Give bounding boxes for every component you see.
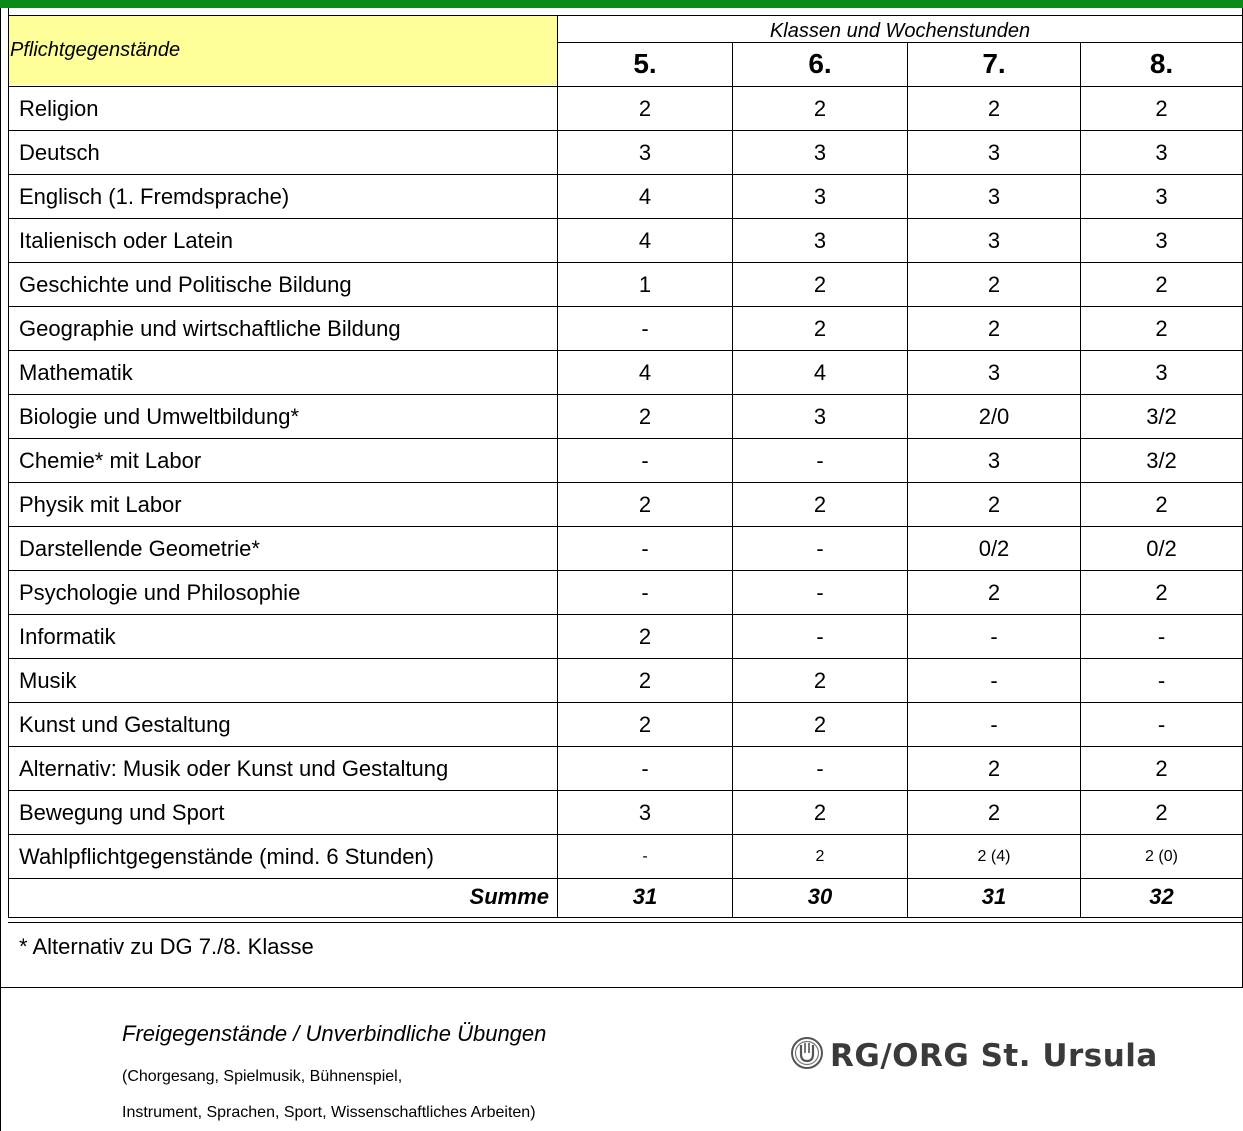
school-name: RG/ORG St. Ursula xyxy=(830,1037,1158,1074)
hours-cell: 0/2 xyxy=(1146,536,1177,561)
hours-cell: 2 xyxy=(815,848,825,865)
hours-cell: 2 xyxy=(638,668,652,693)
row-divider xyxy=(8,482,1243,483)
subject-name: Bewegung und Sport xyxy=(19,800,225,825)
hours-cell: 3 xyxy=(1155,184,1168,209)
hours-cell: 2 (4) xyxy=(977,848,1011,865)
hours-cell: - xyxy=(816,536,824,561)
footnote-divider xyxy=(0,987,1243,988)
footnote: * Alternativ zu DG 7./8. Klasse xyxy=(19,934,314,959)
grade-5-heading: 5. xyxy=(633,48,657,79)
hours-cell: 2 xyxy=(813,96,827,121)
subject-name: Kunst und Gestaltung xyxy=(19,712,231,737)
hours-cell: 2 xyxy=(1155,800,1168,825)
summary-value-8: 32 xyxy=(1149,884,1174,909)
hours-cell: 3 xyxy=(987,184,1001,209)
row-divider xyxy=(8,834,1243,835)
hours-cell: 2 xyxy=(638,624,652,649)
row-divider xyxy=(8,702,1243,703)
subject-name: Alternativ: Musik oder Kunst und Gestaltung xyxy=(19,756,449,781)
row-divider xyxy=(8,262,1243,263)
hours-cell: - xyxy=(641,536,649,561)
row-divider xyxy=(8,614,1243,615)
classes-heading: Klassen und Wochenstunden xyxy=(769,19,1031,42)
hours-cell: 3 xyxy=(813,184,827,209)
row-divider xyxy=(8,350,1243,351)
hours-cell: 2 xyxy=(987,756,1001,781)
hours-cell: - xyxy=(642,848,648,865)
grade-column-divider xyxy=(1080,42,1081,918)
hours-cell: 2 xyxy=(987,96,1001,121)
row-divider xyxy=(8,746,1243,747)
subject-name: Geschichte und Politische Bildung xyxy=(19,272,352,297)
row-divider xyxy=(8,130,1243,131)
summary-label: Summe xyxy=(469,884,549,909)
hours-cell: 0/2 xyxy=(978,536,1010,561)
header-subdivider xyxy=(557,42,1243,43)
hours-cell: 3 xyxy=(987,228,1001,253)
hours-cell: - xyxy=(990,668,998,693)
hours-cell: 2 xyxy=(1155,580,1168,605)
grade-7-heading: 7. xyxy=(982,48,1006,79)
subject-name: Musik xyxy=(19,668,77,693)
hours-cell: 4 xyxy=(638,360,652,385)
hours-cell: 4 xyxy=(638,228,652,253)
subject-column-divider xyxy=(557,15,558,918)
hours-cell: 3 xyxy=(987,448,1001,473)
hours-cell: - xyxy=(641,448,649,473)
subject-name: Mathematik xyxy=(19,360,133,385)
hours-cell: 2 xyxy=(1155,272,1168,297)
hours-cell: 2 xyxy=(813,800,827,825)
hours-cell: 2 (0) xyxy=(1145,848,1178,865)
row-divider xyxy=(8,218,1243,219)
hours-cell: 2 xyxy=(1155,96,1168,121)
summary-value-5: 31 xyxy=(632,884,658,909)
summary-value-6: 30 xyxy=(807,884,833,909)
hours-cell: - xyxy=(1157,712,1166,737)
summary-value-7: 31 xyxy=(981,884,1007,909)
subject-name: Englisch (1. Fremdsprache) xyxy=(19,184,290,209)
row-divider xyxy=(8,878,1243,879)
hours-cell: 3 xyxy=(987,140,1001,165)
school-crest-icon xyxy=(790,1036,824,1075)
table-left-border xyxy=(8,8,9,918)
hours-cell: 2 xyxy=(987,492,1001,517)
row-divider xyxy=(8,86,1243,87)
hours-cell: 4 xyxy=(813,360,827,385)
subject-name: Darstellende Geometrie* xyxy=(19,536,260,561)
hours-cell: 2 xyxy=(638,96,652,121)
summary-bottom-border xyxy=(8,917,1243,918)
row-divider xyxy=(8,394,1243,395)
hours-cell: 2 xyxy=(813,668,827,693)
hours-cell: 2 xyxy=(638,712,652,737)
hours-cell: 2 xyxy=(1155,756,1168,781)
header-top-border xyxy=(8,15,1243,16)
subject-name: Chemie* mit Labor xyxy=(19,448,202,473)
row-divider xyxy=(8,306,1243,307)
subject-name: Deutsch xyxy=(19,140,100,165)
hours-cell: - xyxy=(816,580,824,605)
hours-cell: 2 xyxy=(987,800,1001,825)
hours-cell: - xyxy=(641,756,649,781)
hours-cell: 2 xyxy=(1155,316,1168,341)
row-divider xyxy=(8,658,1243,659)
subject-name: Wahlpflichtgegenstände (mind. 6 Stunden) xyxy=(19,844,434,869)
hours-cell: 3 xyxy=(987,360,1001,385)
row-divider xyxy=(8,438,1243,439)
hours-cell: 2 xyxy=(813,272,827,297)
hours-cell: - xyxy=(1157,624,1166,649)
electives-title: Freigegenstände / Unverbindliche Übungen xyxy=(122,1021,547,1046)
hours-cell: - xyxy=(816,448,824,473)
row-divider xyxy=(8,174,1243,175)
subject-name: Italienisch oder Latein xyxy=(19,228,234,253)
hours-cell: 2 xyxy=(813,492,827,517)
row-divider xyxy=(8,526,1243,527)
electives-line-2: Instrument, Sprachen, Sport, Wissenschaftliches Arbeiten) xyxy=(122,1104,536,1121)
grade-6-heading: 6. xyxy=(808,48,832,79)
row-divider xyxy=(8,570,1243,571)
hours-cell: 2 xyxy=(1155,492,1168,517)
hours-cell: 3/2 xyxy=(1146,404,1177,429)
hours-cell: 1 xyxy=(638,272,652,297)
hours-cell: 3 xyxy=(1155,140,1168,165)
hours-cell: - xyxy=(816,756,824,781)
hours-cell: 2/0 xyxy=(978,404,1010,429)
subject-name: Religion xyxy=(19,96,99,121)
hours-cell: - xyxy=(641,316,649,341)
subject-heading: Pflichtgegenstände xyxy=(10,39,181,61)
hours-cell: 2 xyxy=(987,272,1001,297)
hours-cell: - xyxy=(990,712,998,737)
hours-cell: - xyxy=(990,624,998,649)
electives-line-1: (Chorgesang, Spielmusik, Bühnenspiel, xyxy=(122,1068,403,1085)
hours-cell: 3 xyxy=(1155,360,1168,385)
school-logo xyxy=(790,1036,1158,1075)
hours-cell: 2 xyxy=(638,492,652,517)
hours-cell: - xyxy=(816,624,824,649)
hours-cell: 2 xyxy=(813,712,827,737)
subject-name: Psychologie und Philosophie xyxy=(19,580,301,605)
subject-name: Physik mit Labor xyxy=(19,492,182,517)
hours-cell: 2 xyxy=(987,316,1001,341)
subject-name: Informatik xyxy=(19,624,116,649)
grade-column-divider xyxy=(732,42,733,918)
hours-cell: 3 xyxy=(813,404,827,429)
hours-cell: 2 xyxy=(813,316,827,341)
hours-cell: 3/2 xyxy=(1146,448,1177,473)
hours-cell: 3 xyxy=(813,228,827,253)
hours-cell: 4 xyxy=(638,184,652,209)
row-divider xyxy=(8,922,1243,923)
hours-cell: 3 xyxy=(813,140,827,165)
hours-cell: 3 xyxy=(638,800,652,825)
hours-cell: - xyxy=(1157,668,1166,693)
subject-name: Biologie und Umweltbildung* xyxy=(19,404,300,429)
hours-cell: - xyxy=(641,580,649,605)
grade-8-heading: 8. xyxy=(1149,48,1174,79)
grade-column-divider xyxy=(907,42,908,918)
hours-cell: 3 xyxy=(638,140,652,165)
row-divider xyxy=(8,790,1243,791)
outer-left-border xyxy=(0,8,1,1131)
subject-name: Geographie und wirtschaftliche Bildung xyxy=(19,316,401,341)
top-accent-bar xyxy=(0,0,1243,8)
hours-cell: 2 xyxy=(987,580,1001,605)
hours-cell: 3 xyxy=(1155,228,1168,253)
hours-cell: 2 xyxy=(638,404,652,429)
